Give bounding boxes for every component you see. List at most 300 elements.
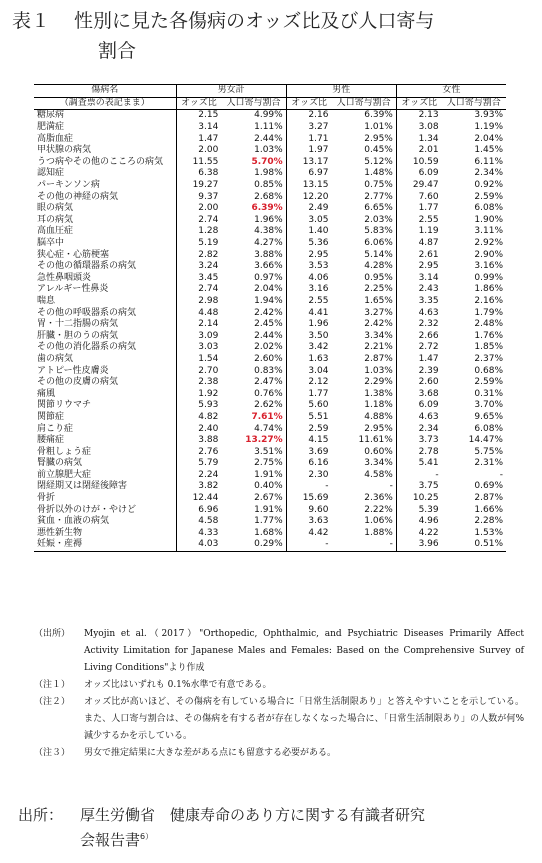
cell-total-contrib: 4.99% xyxy=(254,110,283,121)
table-row xyxy=(34,261,506,273)
table-row xyxy=(34,122,506,134)
table-row xyxy=(34,238,506,250)
cell-female-contrib: 9.65% xyxy=(474,411,503,422)
cell-total-contrib: 6.39% xyxy=(251,203,283,214)
cell-total-contrib: 0.85% xyxy=(254,180,283,191)
cell-disease-name: 骨折 xyxy=(37,493,56,504)
cell-male-odds: 2.95 xyxy=(286,249,331,261)
cell-female-contrib: 0.31% xyxy=(474,388,503,399)
note-tag: （出所） xyxy=(34,629,71,639)
cell-female-contrib: 2.28% xyxy=(474,516,503,527)
cell-male-contrib: 0.45% xyxy=(364,145,393,156)
table-row xyxy=(34,330,506,342)
cell-total-odds: 6.38 xyxy=(176,168,221,180)
cell-male-odds: 5.36 xyxy=(286,238,331,250)
cell-female-contrib: 0.92% xyxy=(474,180,503,191)
table-row xyxy=(34,446,506,458)
cell-female-odds: 5.41 xyxy=(396,458,441,470)
cell-disease-name: 耳の病気 xyxy=(37,214,74,225)
cell-male-contrib: 1.88% xyxy=(364,527,393,538)
table-row xyxy=(34,307,506,319)
note-3 xyxy=(34,745,524,762)
cell-disease-name: 高血圧症 xyxy=(37,226,74,237)
header-group-male: 男性 xyxy=(286,85,396,98)
cell-male-odds: 2.55 xyxy=(286,296,331,308)
cell-disease-name: 関節リウマチ xyxy=(37,400,92,411)
cell-total-contrib: 3.66% xyxy=(254,261,283,272)
cell-male-contrib: 1.01% xyxy=(364,122,393,133)
cell-female-contrib: 3.16% xyxy=(474,261,503,272)
cell-male-contrib: 4.28% xyxy=(364,261,393,272)
table-body xyxy=(34,110,506,552)
cell-male-odds: 3.05 xyxy=(286,215,331,227)
cell-total-contrib: 13.27% xyxy=(245,435,283,446)
cell-disease-name: 腰痛症 xyxy=(37,435,65,446)
note-tag: （注２） xyxy=(34,697,71,707)
table-row xyxy=(34,470,506,482)
cell-male-odds: 6.16 xyxy=(286,458,331,470)
cell-male-odds: 1.63 xyxy=(286,354,331,366)
cell-male-contrib: 2.29% xyxy=(364,377,393,388)
table-row xyxy=(34,458,506,470)
cell-female-odds: 2.55 xyxy=(396,215,441,227)
odds-ratio-table xyxy=(34,84,506,552)
cell-male-odds: 4.41 xyxy=(286,307,331,319)
cell-female-odds: 1.77 xyxy=(396,203,441,215)
cell-female-odds: 2.72 xyxy=(396,342,441,354)
cell-male-contrib: 1.03% xyxy=(364,365,393,376)
cell-male-odds: 2.16 xyxy=(286,110,331,122)
cell-female-contrib: 6.08% xyxy=(474,423,503,434)
cell-female-odds: 7.60 xyxy=(396,191,441,203)
cell-disease-name: 妊娠・産褥 xyxy=(34,539,176,551)
cell-total-odds: 4.33 xyxy=(176,528,221,540)
cell-total-odds: 2.74 xyxy=(176,284,221,296)
cell-total-contrib: 0.29% xyxy=(221,539,286,551)
cell-disease-name: 肥満症 xyxy=(37,122,65,133)
cell-female-odds: 4.96 xyxy=(396,516,441,528)
cell-disease-name: 眼の病気 xyxy=(37,203,74,214)
note-tag: （注３） xyxy=(34,748,71,758)
title-label: 表１ xyxy=(12,10,51,32)
cell-male-odds: 3.69 xyxy=(286,446,331,458)
cell-total-odds: 2.38 xyxy=(176,377,221,389)
cell-female-odds: 29.47 xyxy=(396,180,441,192)
cell-female-contrib: 0.69% xyxy=(474,481,503,492)
cell-female-odds: 3.08 xyxy=(396,122,441,134)
cell-female-odds: 4.63 xyxy=(396,412,441,424)
cell-total-odds: 5.93 xyxy=(176,400,221,412)
cell-total-contrib: 2.68% xyxy=(254,191,283,202)
cell-male-contrib: 5.83% xyxy=(364,226,393,237)
header-male-odds: オッズ比 xyxy=(286,97,331,110)
cell-female-odds: 3.68 xyxy=(396,388,441,400)
cell-male-contrib: 5.14% xyxy=(364,249,393,260)
table-row xyxy=(34,133,506,145)
table-row xyxy=(34,145,506,157)
cell-male-odds: 1.77 xyxy=(286,388,331,400)
header-female-contrib: 人口寄与割合 xyxy=(442,97,506,110)
cell-male-contrib: 2.42% xyxy=(364,319,393,330)
table-row xyxy=(34,157,506,169)
cell-female-contrib: 1.90% xyxy=(474,214,503,225)
cell-male-odds: 9.60 xyxy=(286,504,331,516)
cell-total-odds: 4.48 xyxy=(176,307,221,319)
cell-female-contrib: 6.08% xyxy=(474,203,503,214)
cell-female-contrib: 6.11% xyxy=(474,156,503,167)
cell-female-contrib: 1.19% xyxy=(474,122,503,133)
table-row xyxy=(34,203,506,215)
cell-female-odds: 10.25 xyxy=(396,493,441,505)
cell-male-contrib: 3.34% xyxy=(364,458,393,469)
cell-female-odds: 3.75 xyxy=(396,481,441,493)
cell-total-odds: 2.40 xyxy=(176,423,221,435)
cell-total-contrib: 2.60% xyxy=(254,353,283,364)
cell-disease-name: 肩こり症 xyxy=(37,423,74,434)
cell-male-contrib: 1.38% xyxy=(364,388,393,399)
cell-male-contrib: 2.21% xyxy=(364,342,393,353)
cell-male-contrib: 1.48% xyxy=(364,168,393,179)
cell-total-odds: 6.96 xyxy=(176,504,221,516)
cell-total-odds: 3.24 xyxy=(176,261,221,273)
notes-section xyxy=(34,626,524,762)
cell-total-odds: 2.24 xyxy=(176,470,221,482)
cell-male-contrib: 6.06% xyxy=(364,238,393,249)
cell-female-odds: 2.60 xyxy=(396,377,441,389)
cell-female-odds: 3.35 xyxy=(396,296,441,308)
cell-total-odds: 2.14 xyxy=(176,319,221,331)
cell-male-odds: 3.50 xyxy=(286,330,331,342)
cell-female-odds: 3.73 xyxy=(396,435,441,447)
table-row xyxy=(34,528,506,540)
cell-total-odds: 2.15 xyxy=(176,110,221,122)
cell-total-odds: 12.44 xyxy=(176,493,221,505)
cell-male-odds: 1.97 xyxy=(286,145,331,157)
table-row xyxy=(34,284,506,296)
cell-male-odds: 13.15 xyxy=(286,180,331,192)
cell-male-odds: 13.17 xyxy=(286,157,331,169)
cell-male-odds: 2.59 xyxy=(286,423,331,435)
cell-total-contrib: 1.68% xyxy=(254,527,283,538)
cell-female-odds: 2.43 xyxy=(396,284,441,296)
cell-total-contrib: 2.44% xyxy=(254,330,283,341)
cell-total-odds: 1.54 xyxy=(176,354,221,366)
note-text: 男女で推定結果に大きな差がある点にも留意する必要がある。 xyxy=(84,748,337,758)
cell-disease-name: パーキンソン病 xyxy=(37,180,100,191)
cell-male-contrib: 1.18% xyxy=(364,400,393,411)
cell-male-contrib: 2.77% xyxy=(364,191,393,202)
header-group-total: 男女計 xyxy=(176,85,286,98)
cell-male-odds: 12.20 xyxy=(286,191,331,203)
cell-total-contrib: 1.11% xyxy=(254,122,283,133)
title-line2: 割合 xyxy=(98,40,137,62)
table-row xyxy=(34,516,506,528)
cell-disease-name: 狭心症・心筋梗塞 xyxy=(37,249,110,260)
cell-female-contrib: 2.90% xyxy=(474,249,503,260)
cell-total-contrib: 2.62% xyxy=(254,400,283,411)
cell-male-contrib: 2.95% xyxy=(364,133,393,144)
cell-male-contrib: 2.25% xyxy=(364,284,393,295)
source-line2-text: 会報告書 xyxy=(80,831,141,849)
table-row xyxy=(34,504,506,516)
cell-total-contrib: 4.74% xyxy=(254,423,283,434)
cell-male-odds: 6.97 xyxy=(286,168,331,180)
cell-female-contrib: 1.66% xyxy=(474,504,503,515)
cell-female-odds: 2.61 xyxy=(396,249,441,261)
header-male-contrib: 人口寄与割合 xyxy=(331,97,396,110)
cell-female-contrib: 2.59% xyxy=(474,377,503,388)
cell-female-contrib: 1.85% xyxy=(474,342,503,353)
cell-total-contrib: 4.27% xyxy=(254,238,283,249)
cell-total-contrib: 5.70% xyxy=(251,156,283,167)
cell-disease-name: 糖尿病 xyxy=(37,110,65,121)
cell-disease-name: 胃・十二指腸の病気 xyxy=(37,319,119,330)
cell-total-odds: 1.47 xyxy=(176,133,221,145)
cell-total-contrib: 0.97% xyxy=(254,272,283,283)
cell-female-contrib: 1.45% xyxy=(474,145,503,156)
cell-female-odds: 6.09 xyxy=(396,168,441,180)
cell-female-odds: 2.34 xyxy=(396,423,441,435)
cell-male-contrib: 6.65% xyxy=(364,203,393,214)
cell-total-odds: 4.82 xyxy=(176,412,221,424)
cell-total-odds: 3.14 xyxy=(176,122,221,134)
table-row xyxy=(34,342,506,354)
cell-total-odds: 3.88 xyxy=(176,435,221,447)
cell-total-odds: 2.76 xyxy=(176,446,221,458)
source-citation xyxy=(18,804,528,851)
cell-male-contrib: 4.88% xyxy=(364,411,393,422)
document-title xyxy=(12,6,532,66)
cell-disease-name: その他の消化器系の病気 xyxy=(37,342,137,353)
note-text: オッズ比が高いほど、その傷病を有している場合に「日常生活制限あり」と答えやすいことを示している。また、人口寄与割合は、その傷病を有する者が存在しなくなった場合に、「日常生活制限あり」の人数が何%減少するかを示している。 xyxy=(84,697,524,741)
table-row xyxy=(34,539,506,551)
cell-disease-name: うつ病やその他のこころの病気 xyxy=(37,156,164,167)
cell-male-contrib: 2.03% xyxy=(364,214,393,225)
cell-male-contrib: 2.36% xyxy=(364,493,393,504)
table-row xyxy=(34,365,506,377)
table-row xyxy=(34,423,506,435)
cell-female-contrib: 14.47% xyxy=(468,435,503,446)
cell-male-contrib: 3.27% xyxy=(364,307,393,318)
cell-female-contrib: 2.16% xyxy=(474,295,503,306)
cell-total-odds: 2.00 xyxy=(176,145,221,157)
cell-disease-name: その他の皮膚の病気 xyxy=(37,377,119,388)
cell-male-contrib: 0.75% xyxy=(364,180,393,191)
cell-female-contrib: 2.31% xyxy=(474,458,503,469)
cell-total-odds: 5.19 xyxy=(176,238,221,250)
cell-total-contrib: 3.51% xyxy=(254,446,283,457)
cell-male-odds: - xyxy=(286,481,331,493)
table-row xyxy=(34,377,506,389)
table-row xyxy=(34,481,506,493)
source-line1: 厚生労働省 健康寿命のあり方に関する有識者研究 xyxy=(80,806,426,824)
cell-total-contrib: 2.45% xyxy=(254,319,283,330)
cell-female-contrib: 0.99% xyxy=(474,272,503,283)
cell-total-odds: 2.98 xyxy=(176,296,221,308)
cell-male-contrib: 1.65% xyxy=(364,295,393,306)
table-row xyxy=(34,388,506,400)
cell-disease-name: 認知症 xyxy=(37,168,65,179)
cell-female-contrib: 2.48% xyxy=(474,319,503,330)
source-line2 xyxy=(18,826,528,851)
cell-male-odds: 15.69 xyxy=(286,493,331,505)
cell-total-contrib: 0.76% xyxy=(254,388,283,399)
note-tag: （注１） xyxy=(34,680,71,690)
cell-female-contrib: 1.53% xyxy=(474,527,503,538)
cell-total-odds: 3.45 xyxy=(176,273,221,285)
cell-total-contrib: 1.91% xyxy=(254,504,283,515)
cell-male-contrib: 0.95% xyxy=(364,272,393,283)
cell-total-odds: 9.37 xyxy=(176,191,221,203)
cell-disease-name: 閉経期又は閉経後障害 xyxy=(37,481,128,492)
cell-total-odds: 3.03 xyxy=(176,342,221,354)
cell-total-odds: 1.92 xyxy=(176,388,221,400)
note-2 xyxy=(34,694,524,745)
cell-disease-name: 高脂血症 xyxy=(37,133,74,144)
table-row xyxy=(34,400,506,412)
cell-male-contrib: 11.61% xyxy=(358,435,393,446)
cell-total-contrib: 2.47% xyxy=(254,377,283,388)
cell-male-odds: 5.51 xyxy=(286,412,331,424)
cell-female-odds: 1.34 xyxy=(396,133,441,145)
cell-disease-name: 歯の病気 xyxy=(37,353,74,364)
cell-female-odds: - xyxy=(396,470,441,482)
table-row xyxy=(34,110,506,122)
cell-male-odds: 4.42 xyxy=(286,528,331,540)
table-row xyxy=(34,168,506,180)
cell-female-contrib: 3.93% xyxy=(474,110,503,121)
cell-total-odds: 2.74 xyxy=(176,215,221,227)
cell-disease-name: 前立腺肥大症 xyxy=(37,469,92,480)
cell-total-contrib: 1.03% xyxy=(254,145,283,156)
cell-female-odds: 6.09 xyxy=(396,400,441,412)
cell-male-odds: 2.12 xyxy=(286,377,331,389)
cell-male-contrib: 2.95% xyxy=(364,423,393,434)
cell-male-odds: 2.49 xyxy=(286,203,331,215)
cell-female-contrib: 2.04% xyxy=(474,133,503,144)
cell-total-contrib: 2.42% xyxy=(254,307,283,318)
cell-female-contrib: 5.75% xyxy=(474,446,503,457)
cell-total-contrib: 1.77% xyxy=(254,516,283,527)
cell-total-contrib: 1.98% xyxy=(254,168,283,179)
cell-total-contrib: 1.96% xyxy=(254,214,283,225)
cell-disease-name: 骨粗しょう症 xyxy=(37,446,92,457)
cell-male-odds: 1.96 xyxy=(286,319,331,331)
cell-male-odds: 3.16 xyxy=(286,284,331,296)
cell-total-contrib: 7.61% xyxy=(251,411,283,422)
cell-female-odds: 2.39 xyxy=(396,365,441,377)
cell-male-contrib: 2.22% xyxy=(364,504,393,515)
cell-female-odds: 2.78 xyxy=(396,446,441,458)
cell-female-contrib: - xyxy=(499,469,503,480)
table-row xyxy=(34,273,506,285)
cell-disease-name: アレルギー性鼻炎 xyxy=(37,284,109,295)
table-row xyxy=(34,435,506,447)
table-row xyxy=(34,215,506,227)
cell-disease-name: その他の呼吸器系の病気 xyxy=(37,307,137,318)
cell-female-contrib: 2.87% xyxy=(474,493,503,504)
cell-total-contrib: 2.44% xyxy=(254,133,283,144)
cell-total-contrib: 2.04% xyxy=(254,284,283,295)
cell-total-contrib: 0.40% xyxy=(254,481,283,492)
cell-female-odds: 4.87 xyxy=(396,238,441,250)
cell-disease-name: その他の神経の病気 xyxy=(37,191,119,202)
header-female-odds: オッズ比 xyxy=(396,97,441,110)
cell-male-contrib: - xyxy=(389,481,393,492)
header-name-line1: 傷病名 xyxy=(34,85,176,98)
cell-total-odds: 4.03 xyxy=(176,539,221,551)
header-total-contrib: 人口寄与割合 xyxy=(221,97,286,110)
cell-total-contrib: 1.94% xyxy=(254,295,283,306)
cell-male-odds: 4.06 xyxy=(286,273,331,285)
cell-total-odds: 3.82 xyxy=(176,481,221,493)
cell-total-contrib: 1.91% xyxy=(254,469,283,480)
note-source xyxy=(34,626,524,677)
cell-disease-name: 関節症 xyxy=(37,411,65,422)
cell-female-odds: 1.47 xyxy=(396,354,441,366)
note-1 xyxy=(34,677,524,694)
cell-female-contrib: 1.86% xyxy=(474,284,503,295)
cell-female-odds: 2.66 xyxy=(396,330,441,342)
cell-male-odds: 3.53 xyxy=(286,261,331,273)
source-footnote-mark: 6） xyxy=(140,832,154,841)
cell-male-contrib: 6.39% xyxy=(364,110,393,121)
cell-female-contrib: 0.68% xyxy=(474,365,503,376)
cell-disease-name: 肝臓・胆のうの病気 xyxy=(37,330,119,341)
cell-total-contrib: 3.88% xyxy=(254,249,283,260)
cell-male-odds: 3.42 xyxy=(286,342,331,354)
cell-disease-name: 腎臓の病気 xyxy=(37,458,83,469)
cell-disease-name: 痛風 xyxy=(37,388,56,399)
cell-total-contrib: 2.02% xyxy=(254,342,283,353)
cell-female-contrib: 2.34% xyxy=(474,168,503,179)
cell-total-odds: 2.70 xyxy=(176,365,221,377)
cell-female-odds: 2.32 xyxy=(396,319,441,331)
cell-female-odds: 2.01 xyxy=(396,145,441,157)
header-name-line2: （調査票の表記まま） xyxy=(34,97,176,110)
cell-disease-name: 骨折以外のけが・やけど xyxy=(37,504,137,515)
cell-female-contrib: 1.79% xyxy=(474,307,503,318)
cell-male-contrib: 5.12% xyxy=(364,156,393,167)
cell-female-contrib: 1.76% xyxy=(474,330,503,341)
cell-male-contrib: 4.58% xyxy=(364,469,393,480)
header-group-female: 女性 xyxy=(396,85,506,98)
cell-total-odds: 19.27 xyxy=(176,180,221,192)
source-tag: 出所： xyxy=(18,806,64,824)
cell-male-contrib: - xyxy=(331,539,396,551)
cell-total-odds: 11.55 xyxy=(176,157,221,169)
cell-male-contrib: 1.06% xyxy=(364,516,393,527)
cell-total-odds: 5.79 xyxy=(176,458,221,470)
cell-female-contrib: 3.70% xyxy=(474,400,503,411)
cell-total-odds: 3.09 xyxy=(176,330,221,342)
note-text: Myojin et al.（2017）"Orthopedic, Ophthalmic, and Psychiatric Diseases Primarily Affect Activity Limitation for Japanese Males and Females: Based on the Comprehensive Survey of Living Conditions"より作成 xyxy=(84,629,524,673)
note-text: オッズ比はいずれも 0.1%水準で有意である。 xyxy=(84,680,272,690)
table-row xyxy=(34,493,506,505)
cell-disease-name: 甲状腺の病気 xyxy=(37,145,92,156)
cell-female-odds: 4.63 xyxy=(396,307,441,319)
cell-female-contrib: 3.11% xyxy=(474,226,503,237)
cell-male-odds: 3.04 xyxy=(286,365,331,377)
cell-male-contrib: 3.34% xyxy=(364,330,393,341)
cell-female-odds: 10.59 xyxy=(396,157,441,169)
cell-female-contrib: 2.92% xyxy=(474,238,503,249)
cell-male-odds: 1.71 xyxy=(286,133,331,145)
table-row xyxy=(34,412,506,424)
cell-male-odds: 4.15 xyxy=(286,435,331,447)
cell-female-contrib: 2.59% xyxy=(474,191,503,202)
title-line1: 性別に見た各傷病のオッズ比及び人口寄与 xyxy=(74,10,435,32)
